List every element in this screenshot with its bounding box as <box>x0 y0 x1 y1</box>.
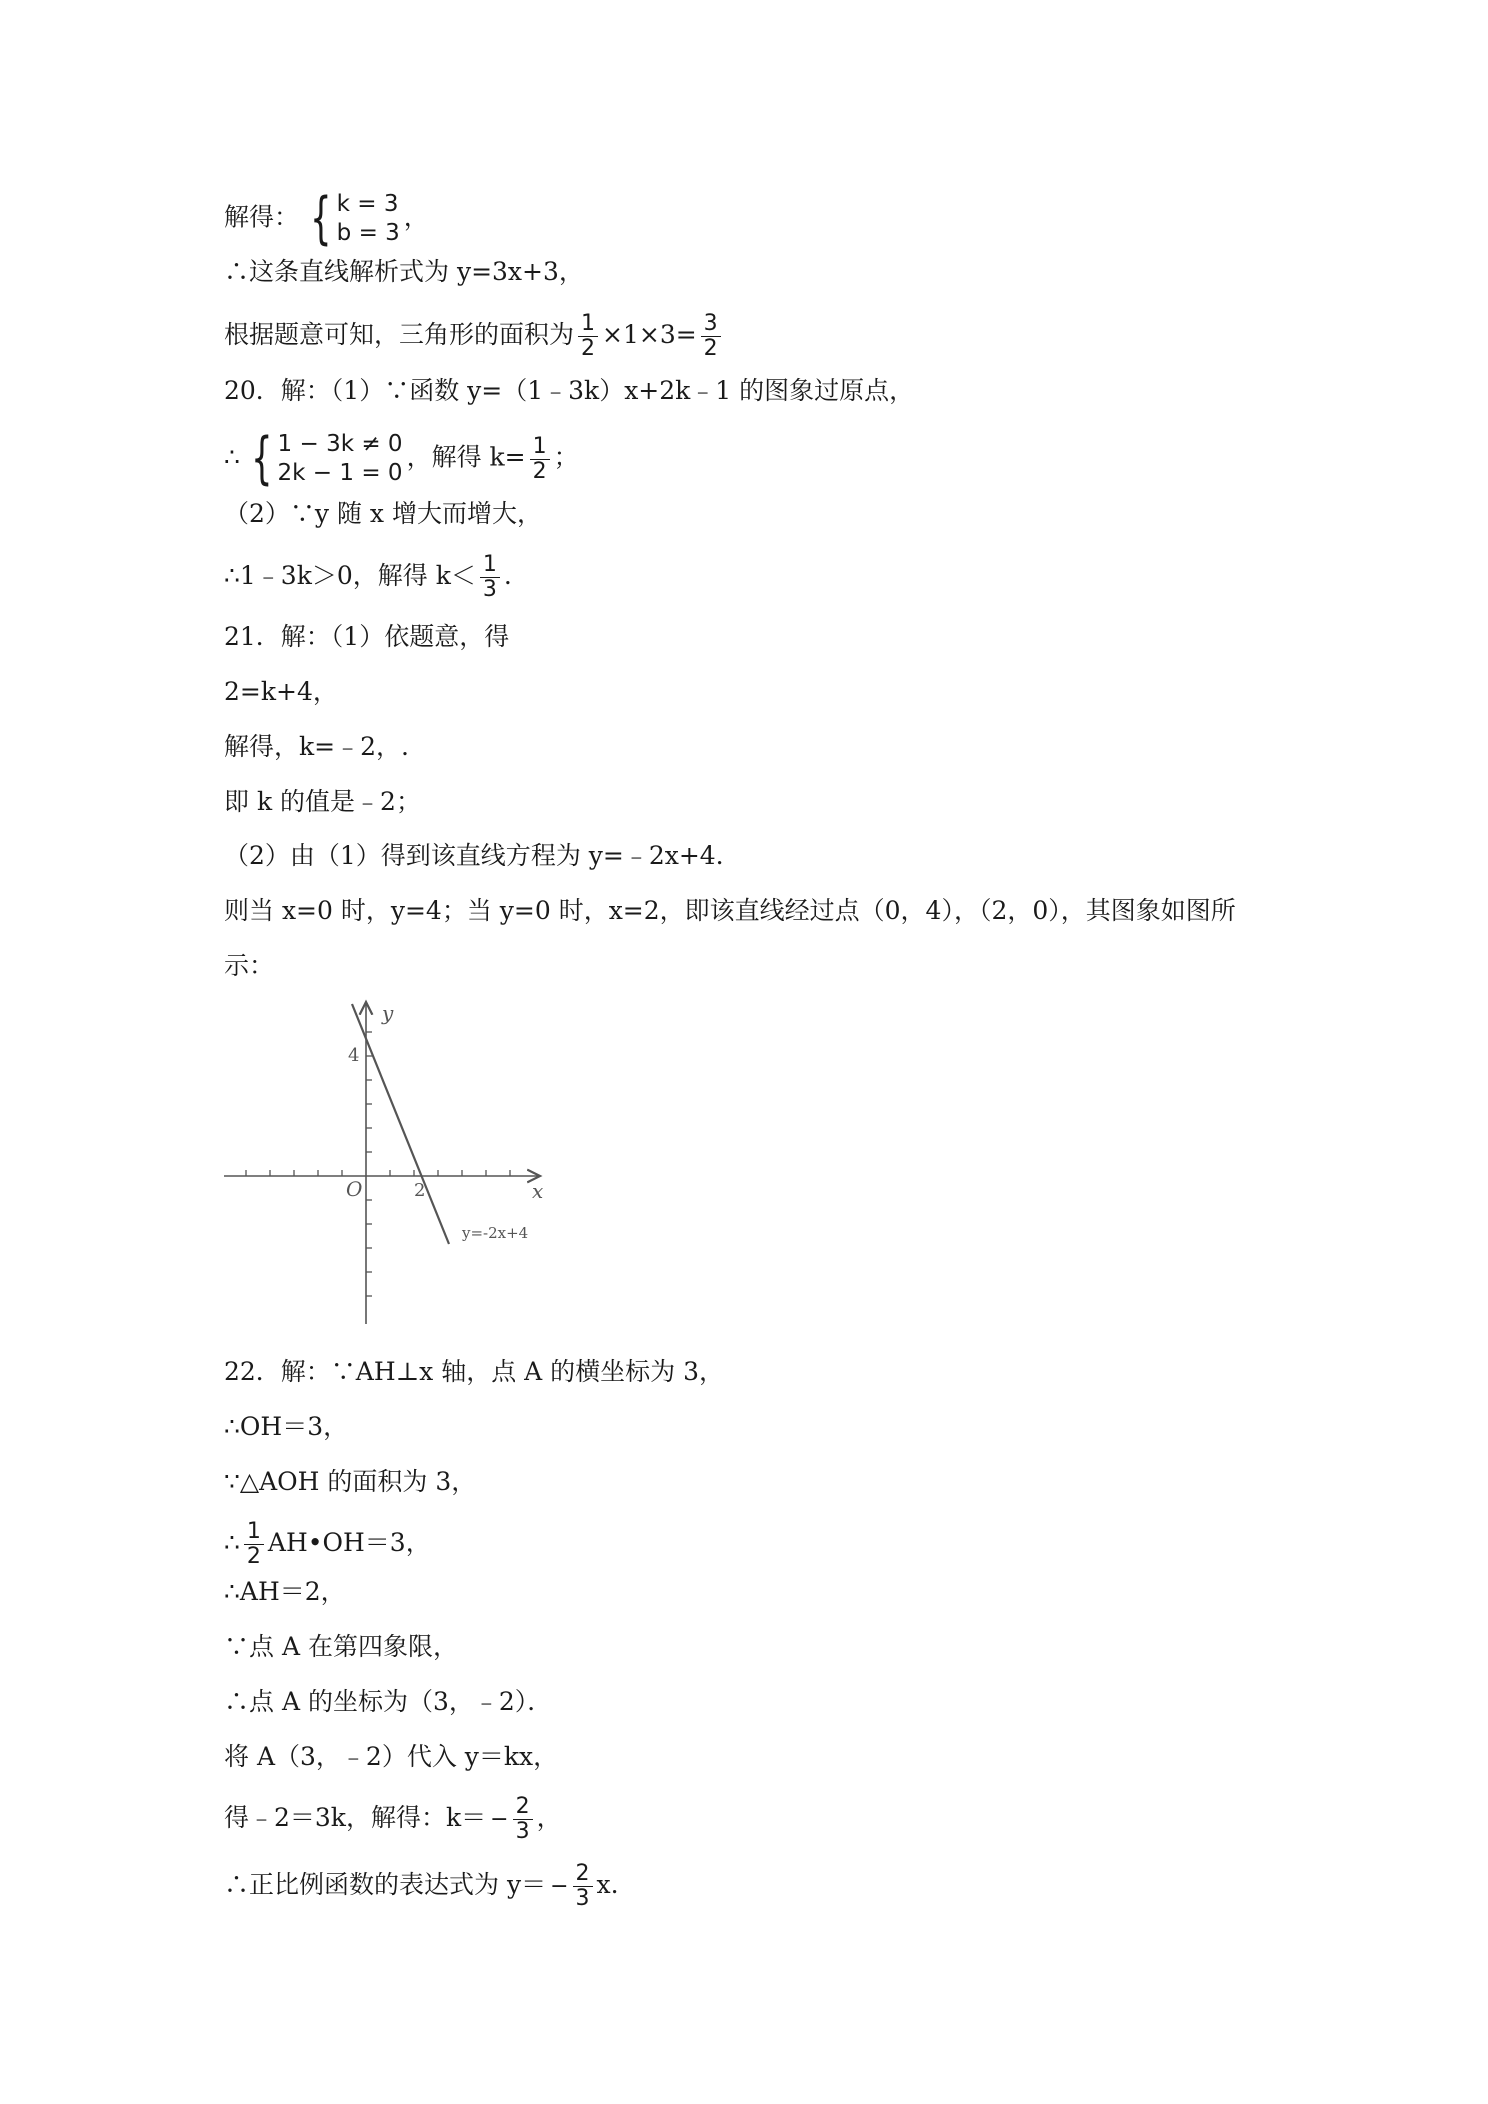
solution-line-1 <box>224 186 429 251</box>
denominator: 2 <box>701 336 721 361</box>
numerator: 1 <box>246 1519 261 1544</box>
x-intercept-label: 2 <box>414 1180 426 1201</box>
problem-22-line-9 <box>224 1795 562 1844</box>
line-equation-label: y=-2x+4 <box>462 1224 529 1242</box>
equation: k = 3 <box>336 191 399 217</box>
text: ∴正比例函数的表达式为 y＝ <box>224 1870 547 1899</box>
text: ∴ <box>224 1528 240 1557</box>
problem-21-part-2: （2）由（1）得到该直线方程为 y=﹣2x+4． <box>224 841 741 870</box>
problem-22-line-6: ∵点 A 在第四象限， <box>224 1632 458 1661</box>
problem-22-line-5: ∴AH＝2， <box>224 1577 346 1606</box>
fraction <box>480 553 500 602</box>
text: ∴1﹣3k＞0，解得 k＜ <box>224 561 476 590</box>
denominator: 3 <box>573 1886 593 1911</box>
numerator: 3 <box>703 311 718 336</box>
text: ×1×3= <box>602 320 697 349</box>
text: . <box>503 561 512 590</box>
x-axis-ticks <box>246 1170 510 1176</box>
text: ； <box>553 442 579 472</box>
denominator: 3 <box>480 577 500 602</box>
numerator: 1 <box>581 311 596 336</box>
y-axis-ticks <box>366 1032 372 1296</box>
minus-sign: − <box>490 1807 509 1832</box>
denominator: 2 <box>578 336 598 361</box>
problem-22-line-1: 22．解：∵AH⊥x 轴，点 A 的横坐标为 3， <box>224 1357 725 1386</box>
problem-22-line-10 <box>224 1862 619 1911</box>
denominator: 2 <box>244 1544 264 1569</box>
equation: 2k − 1 = 0 <box>277 460 403 486</box>
x-axis-label: x <box>532 1179 544 1203</box>
problem-22-line-4 <box>224 1520 431 1569</box>
problem-20-line-4 <box>224 553 512 602</box>
text: 根据题意可知，三角形的面积为 <box>224 320 575 349</box>
fraction <box>578 312 598 361</box>
fraction <box>244 1520 264 1569</box>
problem-21-line-7: 示： <box>224 951 275 980</box>
solution-line-2: ∴这条直线解析式为 y=3x+3， <box>224 257 584 286</box>
problem-20-part-1: 20．解：（1）∵函数 y=（1﹣3k）x+2k﹣1 的图象过原点， <box>224 376 915 405</box>
y-axis-label: y <box>382 1001 394 1025</box>
equation-system: { k = 3 b = 3 <box>310 186 400 251</box>
problem-22-line-8: 将 A（3，﹣2）代入 y＝kx， <box>224 1742 559 1771</box>
solution-line-3 <box>224 312 725 361</box>
problem-20-part-2: （2）∵y 随 x 增大而增大， <box>224 499 542 528</box>
numerator: 1 <box>482 552 497 577</box>
function-graph <box>222 992 552 1327</box>
fraction <box>573 1862 593 1911</box>
problem-22-line-2: ∴OH＝3， <box>224 1412 349 1441</box>
text: x. <box>596 1870 619 1899</box>
minus-sign: − <box>550 1874 569 1899</box>
problem-21-line-4: 即 k 的值是﹣2； <box>224 787 421 816</box>
text: ， <box>403 202 429 232</box>
problem-22-line-3: ∵△AOH 的面积为 3， <box>224 1467 477 1496</box>
origin-label: O <box>346 1177 363 1201</box>
text: 解得： <box>224 202 300 232</box>
fraction <box>530 435 550 484</box>
text: ， <box>536 1803 562 1832</box>
text: ∴ <box>224 442 240 472</box>
fraction <box>513 1795 533 1844</box>
equation-system: { 1 − 3k ≠ 0 2k − 1 = 0 <box>251 426 403 491</box>
problem-21-part-1: 21．解：（1）依题意，得 <box>224 622 510 651</box>
equation: b = 3 <box>336 220 400 246</box>
equation: 1 − 3k ≠ 0 <box>277 431 403 457</box>
text: 得﹣2＝3k，解得：k＝ <box>224 1803 487 1832</box>
numerator: 1 <box>532 433 547 459</box>
problem-21-line-3: 解得，k=﹣2，. <box>224 732 409 761</box>
text: ，解得 k= <box>406 442 526 472</box>
denominator: 3 <box>513 1819 533 1844</box>
denominator: 2 <box>530 459 550 484</box>
fraction <box>701 312 721 361</box>
text: AH•OH＝3， <box>267 1528 431 1557</box>
numerator: 2 <box>515 1794 530 1819</box>
problem-21-line-2: 2=k+4， <box>224 677 338 706</box>
problem-22-line-7: ∴点 A 的坐标为（3，﹣2）． <box>224 1687 553 1716</box>
problem-20-line-2 <box>224 426 579 491</box>
y-intercept-label: 4 <box>348 1045 360 1066</box>
problem-21-line-6: 则当 x=0 时，y=4；当 y=0 时，x=2，即该直线经过点（0，4），（2，0），其图象如图所 <box>224 896 1236 925</box>
numerator: 2 <box>575 1861 590 1886</box>
